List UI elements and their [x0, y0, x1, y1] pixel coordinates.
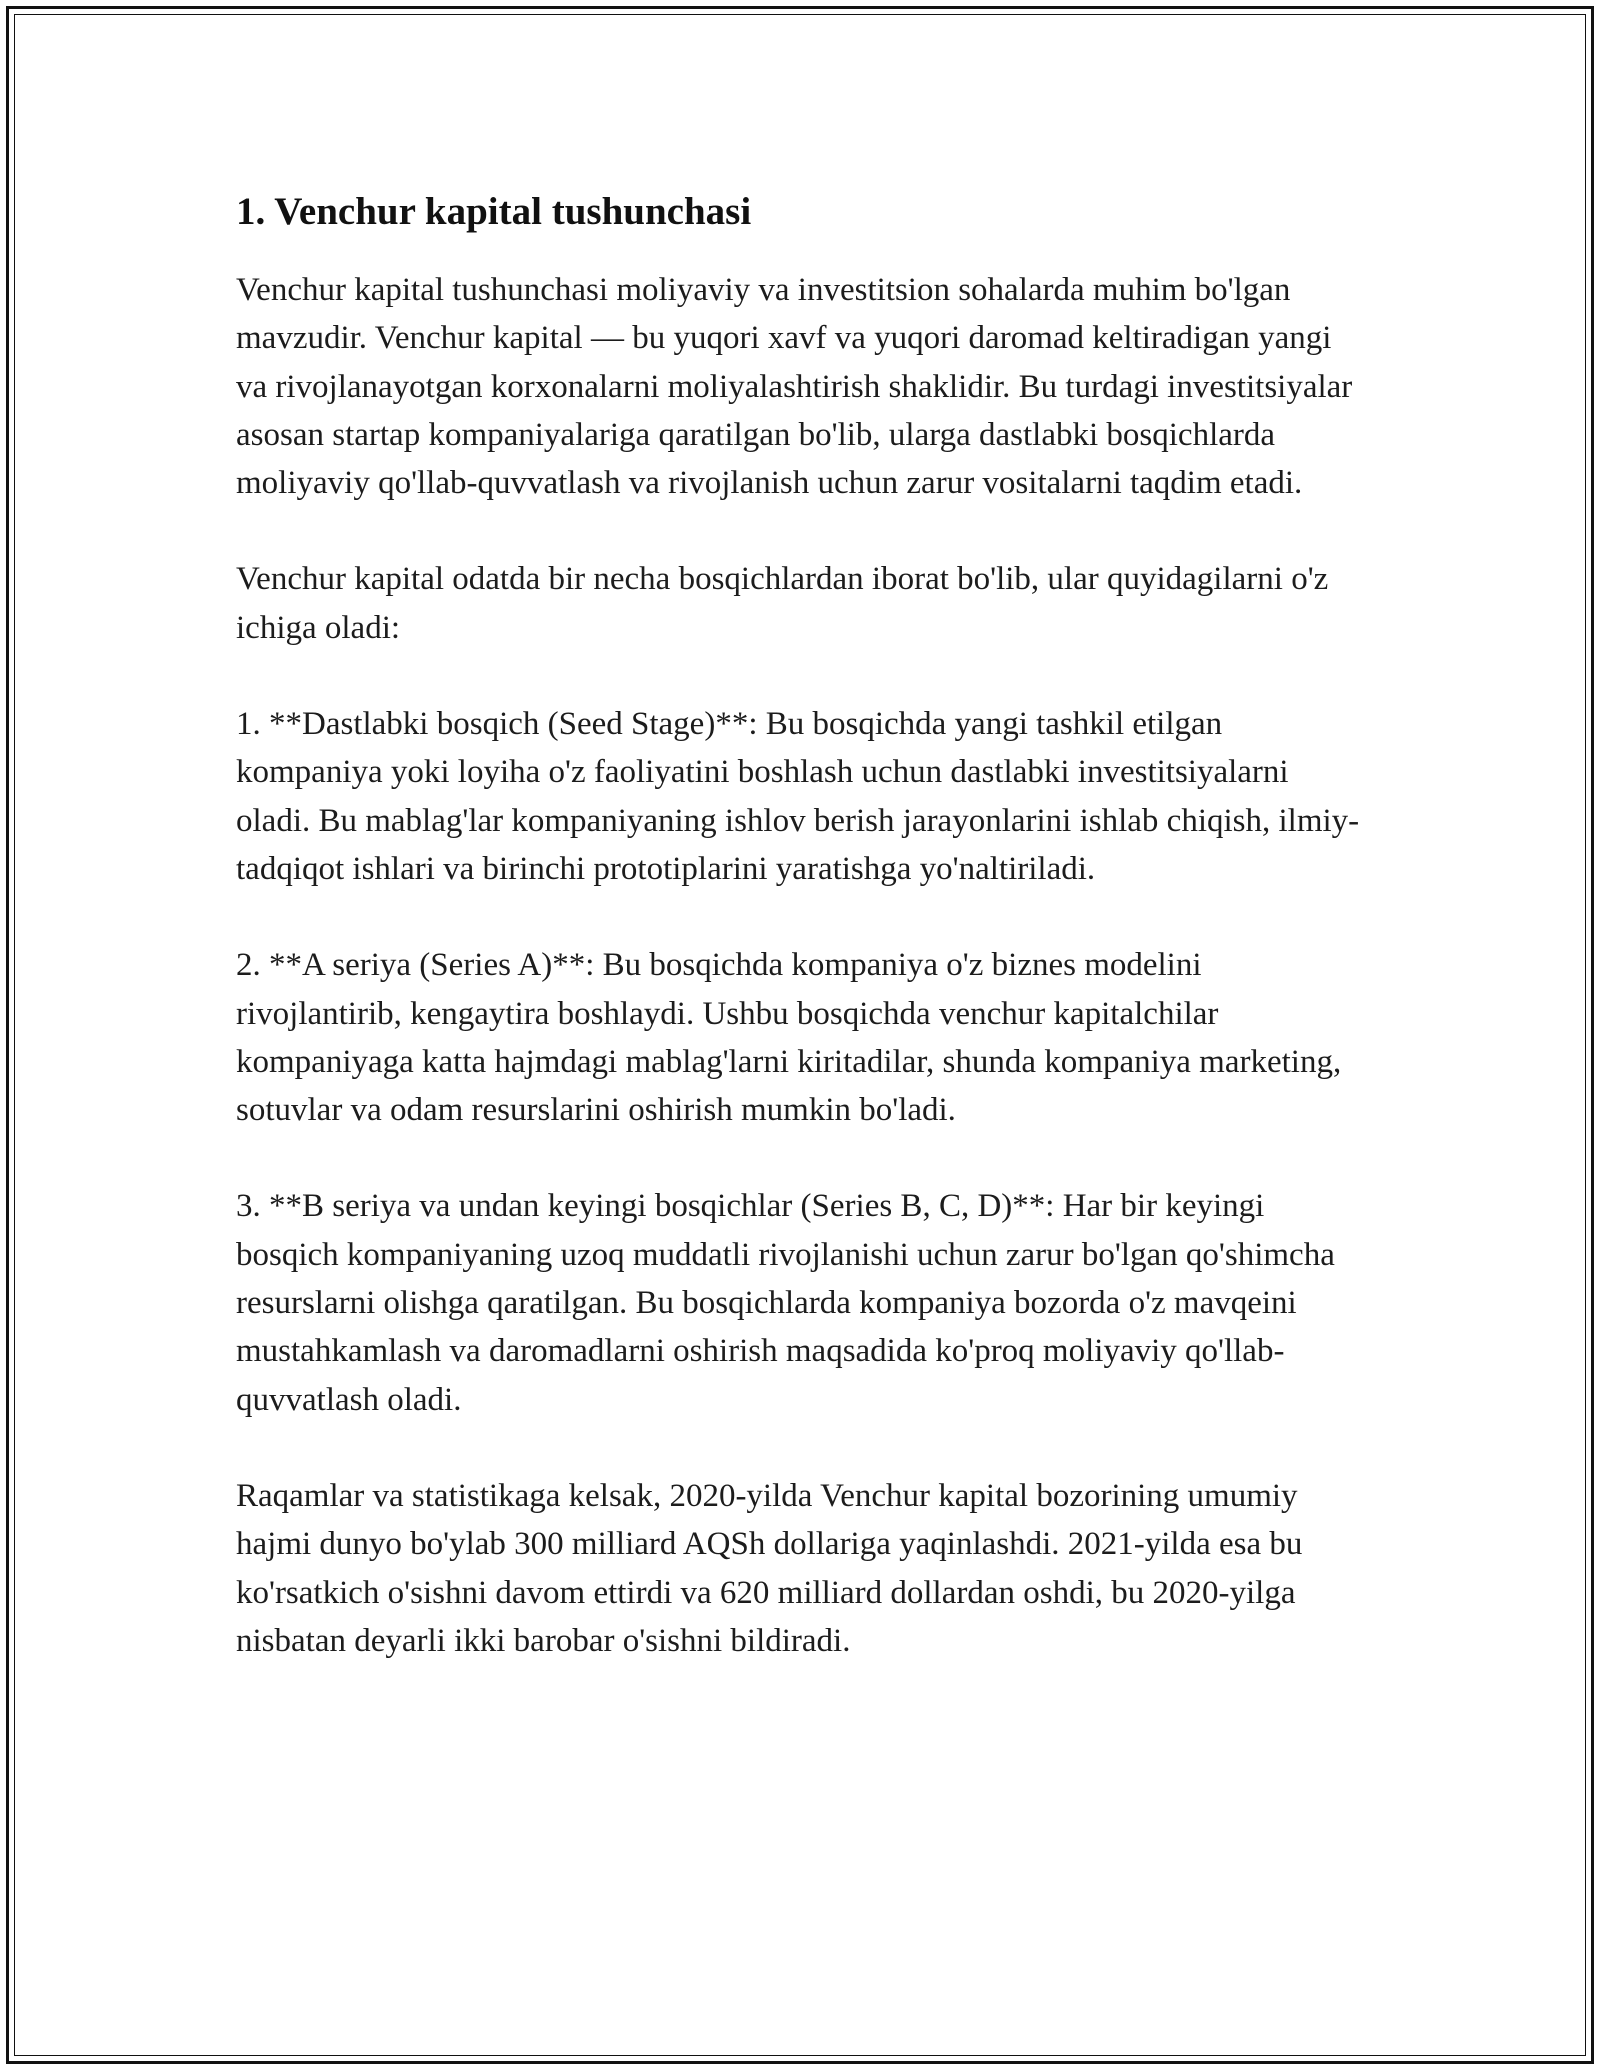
paragraph-statistics: Raqamlar va statistikaga kelsak, 2020-yilda Venchur kapital bozorining umumiy hajmi dunyo bo'ylab 300 milliard AQSh dollariga yaqinlashdi. 2021-yilda esa bu ko'rsatkich o'sishni davom ettirdi va 620 milliard dollardan oshdi, bu 2020-yilga nisbatan deyarli ikki barobar o'sishni bildiradi.: [236, 1477, 1303, 1659]
paragraph-definition: Venchur kapital tushunchasi moliyaviy va investitsion sohalarda muhim bo'lgan mavzudir. Venchur kapital — bu yuqori xavf va yuqori daromad keltiradigan yangi va rivojlanayotgan korxonalarni moliyalashtirish shaklidir. Bu turdagi investitsiyalar asosan startap kompaniyalariga qaratilgan bo'lib, ularga dastlabki bosqichlarda moliyaviy qo'llab-quvvatlash va rivojlanish uchun zarur vositalarni taqdim etadi.: [236, 272, 1353, 502]
document-body: [236, 186, 1366, 1713]
paragraph-seed-stage: 1. **Dastlabki bosqich (Seed Stage)**: Bu bosqichda yangi tashkil etilgan kompaniya yoki loyiha o'z faoliyatini boshlash uchun dastlabki investitsiyalarni oladi. Bu mablag'lar kompaniyaning ishlov berish jarayonlarini ishlab chiqish, ilmiy-tadqiqot ishlari va birinchi prototiplarini yaratishga yo'naltiriladi.: [236, 706, 1360, 887]
section-heading: 1. Venchur kapital tushunchasi: [236, 190, 752, 233]
paragraph-stages-intro: Venchur kapital odatda bir necha bosqichlardan iborat bo'lib, ular quyidagilarni o'z ichiga oladi:: [236, 561, 1329, 646]
paragraph-series-a: 2. **A seriya (Series A)**: Bu bosqichda kompaniya o'z biznes modelini rivojlantirib, kengaytira boshlaydi. Ushbu bosqichda venchur kapitalchilar kompaniyaga katta hajmdagi mablag'larni kiritadilar, shunda kompaniya marketing, sotuvlar va odam resurslarini oshirish mumkin bo'ladi.: [236, 947, 1342, 1129]
paragraph-series-b-c-d: 3. **B seriya va undan keyingi bosqichlar (Series B, C, D)**: Har bir keyingi bosqich kompaniyaning uzoq muddatli rivojlanishi uchun zarur bo'lgan qo'shimcha resurslarni olishga qaratilgan. Bu bosqichlarda kompaniya bozorda o'z mavqeini mustahkamlash va daromadlarni oshirish maqsadida ko'proq moliyaviy qo'llab-quvvatlash oladi.: [236, 1188, 1335, 1418]
